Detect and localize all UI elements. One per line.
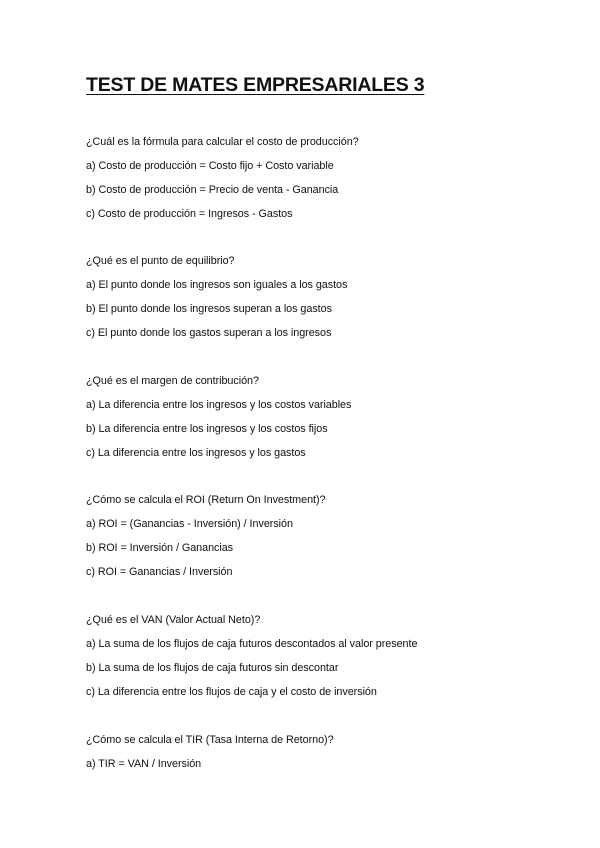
option-b: b) Costo de producción = Precio de venta - Ganancia — [86, 184, 339, 196]
option-c: c) El punto donde los gastos superan a los ingresos — [86, 327, 332, 339]
option-a: a) El punto donde los ingresos son iguales a los gastos — [86, 279, 348, 291]
question-4 — [86, 494, 566, 578]
option-c: c) La diferencia entre los flujos de caja y el costo de inversión — [86, 686, 377, 698]
option-b: b) ROI = Inversión / Ganancias — [86, 542, 234, 554]
option-a: a) La suma de los flujos de caja futuros descontados al valor presente — [86, 638, 418, 650]
question-6 — [86, 734, 566, 770]
question-text: ¿Cómo se calcula el ROI (Return On Investment)? — [86, 494, 326, 506]
option-c: c) Costo de producción = Ingresos - Gastos — [86, 208, 293, 220]
option-c: c) La diferencia entre los ingresos y los gastos — [86, 447, 306, 459]
question-1 — [86, 136, 566, 220]
question-text: ¿Cómo se calcula el TIR (Tasa Interna de Retorno)? — [86, 734, 334, 746]
option-a: a) ROI = (Ganancias - Inversión) / Inversión — [86, 518, 293, 530]
question-3 — [86, 375, 566, 459]
option-a: a) Costo de producción = Costo fijo + Costo variable — [86, 160, 334, 172]
option-a: a) La diferencia entre los ingresos y los costos variables — [86, 399, 352, 411]
question-2 — [86, 255, 566, 339]
question-text: ¿Qué es el margen de contribución? — [86, 375, 259, 387]
page-title: TEST DE MATES EMPRESARIALES 3 — [86, 74, 425, 96]
question-5 — [86, 614, 566, 698]
question-text: ¿Qué es el VAN (Valor Actual Neto)? — [86, 614, 261, 626]
option-a: a) TIR = VAN / Inversión — [86, 758, 202, 770]
option-b: b) La suma de los flujos de caja futuros sin descontar — [86, 662, 339, 674]
option-b: b) El punto donde los ingresos superan a los gastos — [86, 303, 332, 315]
option-b: b) La diferencia entre los ingresos y los costos fijos — [86, 423, 328, 435]
question-text: ¿Qué es el punto de equilibrio? — [86, 255, 235, 267]
option-c: c) ROI = Ganancias / Inversión — [86, 566, 233, 578]
question-text: ¿Cuál es la fórmula para calcular el costo de producción? — [86, 136, 359, 148]
